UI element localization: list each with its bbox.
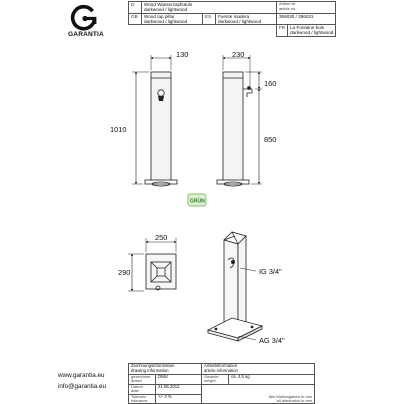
website-link[interactable]: www.garantia.eu xyxy=(58,372,105,379)
weight-label-en: weight xyxy=(204,378,216,384)
date-value: 21.06.2012 xyxy=(156,384,202,394)
desc-fr-line1: La Fontaine bois xyxy=(290,25,325,31)
article-info-title: Artikelinformation xyxy=(204,363,238,368)
lang-code-de: D xyxy=(129,2,142,14)
desc-fr-line2: darkwood / lightwood xyxy=(290,30,334,36)
drawing-info-title-en: drawing information xyxy=(131,367,169,373)
eco-stamp-label: GRÜN xyxy=(190,198,205,205)
weight-label: Gewicht xyxy=(204,373,219,379)
drawn-value: DMU xyxy=(156,374,202,384)
units-note-en: all dimension in mm xyxy=(276,397,312,403)
lang-code-es: ES xyxy=(203,13,216,25)
article-no-value: 356030 / 356031 xyxy=(277,13,336,25)
date-label: Datum xyxy=(131,383,143,389)
side-pillar xyxy=(223,72,243,182)
weight-value: ca. 4,5 kg xyxy=(229,374,315,384)
lang-code-gb: GB xyxy=(129,13,142,25)
top-depth-label: 290 xyxy=(118,268,131,277)
tolerance-value: +/- 3 % xyxy=(156,394,202,404)
side-top-label: 160 xyxy=(264,79,277,88)
front-width-label: 130 xyxy=(176,50,189,59)
side-view xyxy=(217,55,262,186)
front-height-label: 1010 xyxy=(110,125,127,134)
lang-code-fr: FR xyxy=(277,25,288,36)
footer-table xyxy=(128,363,315,404)
side-tap-height-label: 850 xyxy=(264,135,277,144)
side-width-label: 230 xyxy=(232,50,245,59)
top-width-label: 250 xyxy=(155,233,168,242)
units-note: Alle Maßangaben in mm xyxy=(268,393,312,399)
article-no-label: Artikel-Nr. xyxy=(279,1,297,6)
top-view xyxy=(128,238,176,291)
desc-de-line1: Wood Wasserzapfsäule xyxy=(144,2,193,7)
article-info-title-en: article information xyxy=(204,367,238,373)
drawn-label-en: drawn xyxy=(131,378,142,384)
desc-es-line2: darkwood / lightwood xyxy=(218,18,262,24)
brand-name: GARANTIA xyxy=(68,31,104,38)
desc-de-line2: darkwood / lightwood xyxy=(144,7,188,13)
drawing-info-title: Zeichnungsinformation xyxy=(131,363,175,368)
tolerance-label: Toleranz xyxy=(131,393,147,399)
desc-es-line1: Fuente madera xyxy=(218,13,250,19)
outlet-label: AG 3/4" xyxy=(259,336,285,345)
iso-front-face xyxy=(224,240,238,330)
side-tap-icon xyxy=(243,89,252,97)
iso-view xyxy=(208,232,262,341)
desc-gb-line1: Wood tap pillar xyxy=(144,13,175,19)
tolerance-label-en: tolerance xyxy=(131,397,148,403)
email-link[interactable]: info@garantia.eu xyxy=(58,383,107,390)
inlet-label: IG 3/4" xyxy=(259,267,282,276)
front-view xyxy=(132,55,177,186)
desc-gb-line2: darkwood / lightwood xyxy=(144,18,188,24)
drawn-label: gezeichnet xyxy=(131,373,151,379)
date-label-en: date xyxy=(131,388,139,394)
article-no-label-en: article no. xyxy=(279,5,297,11)
front-pillar xyxy=(151,72,171,182)
